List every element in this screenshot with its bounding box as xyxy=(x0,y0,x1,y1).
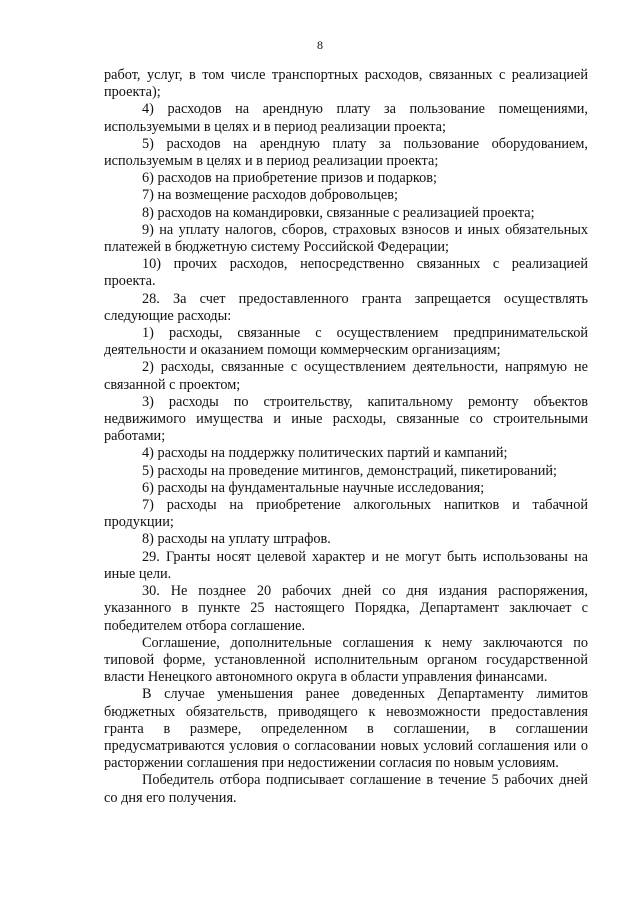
clause-29: 29. Гранты носят целевой характер и не могут быть использованы на иные цели. xyxy=(104,548,588,582)
list-item: 6) расходов на приобретение призов и подарков; xyxy=(142,170,437,187)
list-item: 5) расходы на проведение митингов, демонстраций, пикетирований; xyxy=(142,462,558,479)
paragraph: Соглашение, дополнительные соглашения к нему заключаются по типовой форме, установленной исполнительным органом государственной власти Ненецкого автономного округа в области управления финансами. xyxy=(104,634,588,686)
document-body xyxy=(104,67,588,807)
list-item: 7) на возмещение расходов добровольцев; xyxy=(142,187,398,204)
list-item: 7) расходы на приобретение алкогольных напитков и табачной продукции; xyxy=(104,497,588,531)
list-item: 1) расходы, связанные с осуществлением предпринимательской деятельности и оказанием помощи коммерческим организациям; xyxy=(104,325,588,359)
list-item: 5) расходов на арендную плату за пользование оборудованием, используемым в целях и в период реализации проекта; xyxy=(104,135,588,170)
clause-28: 28. За счет предоставленного гранта запрещается осуществлять следующие расходы: xyxy=(104,290,588,324)
list-item: 6) расходы на фундаментальные научные исследования; xyxy=(142,479,485,496)
paragraph: Победитель отбора подписывает соглашение в течение 5 рабочих дней со дня его получения. xyxy=(104,772,588,806)
page-number: 8 xyxy=(317,38,323,52)
list-item: 9) на уплату налогов, сборов, страховых взносов и иных обязательных платежей в бюджетную систему Российской Федерации; xyxy=(104,221,588,256)
list-item: 10) прочих расходов, непосредственно связанных с реализацией проекта. xyxy=(104,256,588,290)
list-item: 4) расходов на арендную плату за пользование помещениями, используемыми в целях и в период реализации проекта; xyxy=(104,101,588,135)
list-item: 8) расходов на командировки, связанные с реализацией проекта; xyxy=(142,204,535,221)
list-item: 4) расходы на поддержку политических партий и кампаний; xyxy=(142,445,508,462)
list-item: 3) расходы по строительству, капитальному ремонту объектов недвижимого имущества и иные расходы, связанные со строительными работами; xyxy=(104,393,588,445)
list-item: 8) расходы на уплату штрафов. xyxy=(142,531,331,548)
clause-30: 30. Не позднее 20 рабочих дней со дня издания распоряжения, указанного в пункте 25 настоящего Порядка, Департамент заключает с победителем отбора соглашение. xyxy=(104,583,588,634)
paragraph: В случае уменьшения ранее доведенных Департаменту лимитов бюджетных обязательств, приводящего к невозможности предоставления гранта в размере, определенном в соглашении, в соглашении предусматриваются условия о согласовании новых условий соглашения или о расторжении соглашения при недостижении согласия по новым условиям. xyxy=(104,686,588,772)
paragraph: работ, услуг, в том числе транспортных расходов, связанных с реализацией проекта); xyxy=(104,67,588,101)
list-item: 2) расходы, связанные с осуществлением деятельности, напрямую не связанной с проектом; xyxy=(104,359,588,393)
